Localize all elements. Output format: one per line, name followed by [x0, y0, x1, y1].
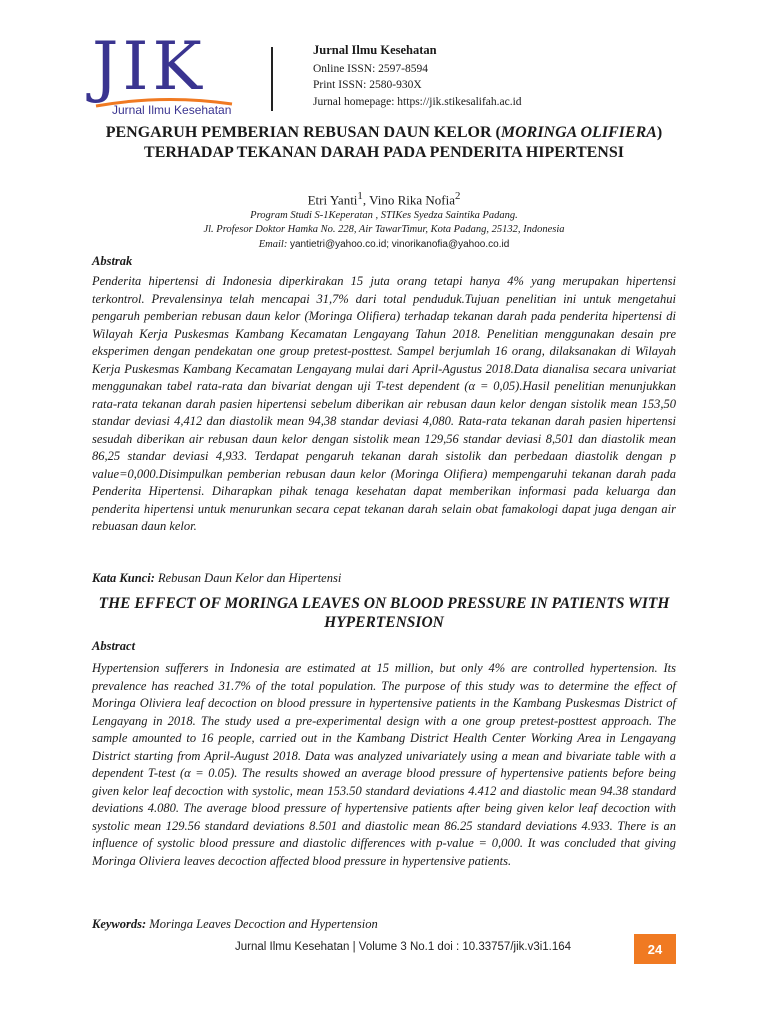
- journal-homepage[interactable]: Jurnal homepage: https://jik.stikesalifah.ac.id: [313, 95, 522, 108]
- title-part-2: ) TERHADAP TEKANAN DARAH PADA PENDERITA HIPERTENSI: [144, 124, 663, 161]
- author-separator: ,: [362, 192, 370, 208]
- author-1: Etri Yanti: [307, 192, 358, 208]
- affiliation-email: [92, 239, 676, 250]
- abstract-heading: Abstract: [92, 639, 136, 653]
- kata-kunci-text: Rebusan Daun Kelor dan Hipertensi: [154, 571, 342, 585]
- english-title: THE EFFECT OF MORINGA LEAVES ON BLOOD PRESSURE IN PATIENTS WITH HYPERTENSION: [98, 595, 670, 631]
- abstrak-heading: Abstrak: [92, 254, 133, 268]
- keywords-label: Keywords:: [92, 917, 147, 931]
- logo-subtitle: Jurnal Ilmu Kesehatan: [112, 103, 232, 117]
- author-1-sup: 1: [357, 190, 363, 202]
- journal-name: Jurnal Ilmu Kesehatan: [313, 43, 437, 57]
- author-2: Vino Rika Nofia: [369, 192, 455, 208]
- email-label: Email:: [258, 239, 288, 250]
- keywords: [92, 917, 378, 932]
- affiliation-line-2: Jl. Profesor Doktor Hamka No. 228, Air TawarTimur, Kota Padang, 25132, Indonesia: [203, 224, 565, 235]
- title-italic: MORINGA OLIFIERA: [500, 124, 657, 141]
- email-addresses[interactable]: yantietri@yahoo.co.id; vinorikanofia@yahoo.co.id: [289, 239, 510, 250]
- page-number: 24: [634, 934, 676, 964]
- affiliation-line-1: Program Studi S-1Keperatan , STIKes Syedza Saintika Padang.: [250, 210, 518, 221]
- journal-logo: [92, 28, 242, 120]
- author-2-sup: 2: [454, 190, 461, 202]
- journal-info: [313, 42, 522, 110]
- logo-mark: JIK: [92, 28, 206, 105]
- footer-citation: Jurnal Ilmu Kesehatan | Volume 3 No.1 doi : 10.33757/jik.v3i1.164: [235, 941, 572, 953]
- online-issn: Online ISSN: 2597-8594: [313, 62, 428, 75]
- paper-title: [92, 123, 676, 163]
- abstract-body: Hypertension sufferers in Indonesia are estimated at 15 million, but only 4% are controlled hypertension. Its prevalence has reached 31.7% of the total population. The purpose of this study was to determine the effect of Moringa Oliviera leaf decoction on blood pressure in hypertensive patients in the Kambang Puskesmas District of Lengayang in 2018. The study used a pre-experimental design with a one group pretest-posttest approach. The sample amounted to 16 people, carried out in the Kambang District Health Center Working Area in Lengayang District starting from April-August 2018. Data was analyzed univariately using a mean and bivariate table with a dependent T-test (α = 0.05). The results showed an average blood pressure of hypertensive patients before being given kelor leaf decoction with systolic, mean 153.50 standard deviations 4.412 and diastolic mean 94.38 standard deviations 4.080. The average blood pressure of hypertensive patients after being given kelor leaf decoction with systolic mean 129.56 standard deviations 8.501 and diastolic mean 86.25 standard deviations 4.933. There is an influence of systolic blood pressure and diastolic differences with p-value = 0,000. It was concluded that giving Moringa Oliviera leaves decoction affected blood pressure in hypertensive patients.: [92, 661, 676, 868]
- kata-kunci-label: Kata Kunci:: [92, 571, 155, 585]
- authors: [92, 190, 676, 208]
- kata-kunci: [92, 571, 341, 586]
- print-issn: Print ISSN: 2580-930X: [313, 79, 422, 91]
- header-divider: [271, 47, 273, 111]
- title-part-1: PENGARUH PEMBERIAN REBUSAN DAUN KELOR (: [105, 124, 501, 141]
- abstrak-body: Penderita hipertensi di Indonesia diperkirakan 15 juta orang tetapi hanya 4% yang merupakan hipertensi terkontrol. Prevalensinya telah mencapai 31,7% dari total penduduk.Tujuan penelitian ini untuk mengetahui pengaruh pemberian rebusan daun kelor (Moringa Olifiera) terhadap tekanan darah pada penderita hipertensi di Wilayah Kerja Puskesmas Kambang Kecamatan Lengayang Tahun 2018. Penelitian menggunakan desain pre eksperimen dengan pendekatan one group pretest-posttest. Sampel berjumlah 16 orang, dilaksanakan di Wilayah Kerja Puskesmas Kambang Kecamatan Lengayang mulai dari April-Agustus 2018.Data dianalisa secara univariat menggunakan tabel rata-rata dan bivariat dengan uji T-test dependent (α = 0,05).Hasil penelitian menunjukkan rata-rata tekanan darah pasien hipertensi sebelum diberikan air rebusan daun kelor dengan sistolik mean 153,50 standar deviasi 4,412 dan diastolik mean 94,38 standar deviasi 4,080. Rata-rata tekanan darah pasien hipertensi sesudah diberikan air rebusan daun kelor dengan sistolik mean 129,56 standar deviasi 8,501 dan diastolik mean 86,25 standar deviasi 4,933. Terdapat pengaruh tekanan darah sistolik dan perbedaan diastolik dengan p value=0,000.Disimpulkan pemberian rebusan daun kelor (Moringa Olifiera) mempengaruhi tekanan darah pada Penderita Hipertensi. Diharapkan pihak tenaga kesehatan dapat memberikan informasi pada keluarga dan penderita hipertensi untuk menurunkan secara cepat tekanan darah selain obat famakologi dapat juga dengan air rebuasan daun kelor.: [92, 274, 676, 533]
- keywords-text: Moringa Leaves Decoction and Hypertension: [146, 917, 378, 931]
